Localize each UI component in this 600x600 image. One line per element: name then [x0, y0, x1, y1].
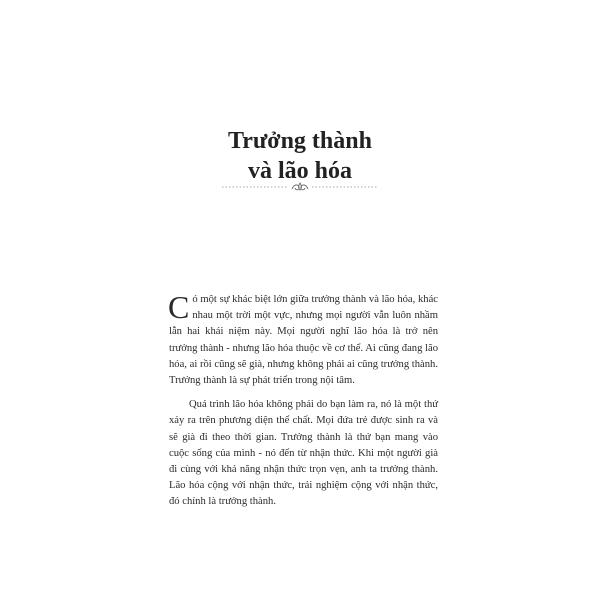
chapter-title-line-1: Trưởng thành — [228, 128, 372, 154]
chapter-title — [0, 126, 600, 186]
chapter-title-line-2: và lão hóa — [247, 158, 352, 184]
paragraph-2: Quá trình lão hóa không phải do bạn làm ra, nó là một thứ xảy ra trên phương diện thể chất. Mọi đứa trẻ được sinh ra và sẽ già đi theo thời gian. Trưởng thành là thứ bạn mang vào cuộc sống của mình - nó đến từ nhận thức. Khi một người già đi cùng với khả năng nhận thức trọn vẹn, anh ta trưởng thành. Lão hóa cộng với nhận thức, trải nghiệm cộng với nhận thức, đó chính là trưởng thành. — [169, 399, 438, 508]
body-text — [168, 289, 438, 511]
paragraph-1 — [168, 289, 438, 389]
paragraph-1-text: ó một sự khác biệt lớn giữa trưởng thành và lão hóa, khác nhau một trời một vực, nhưng mọi người vẫn luôn nhầm lẫn hai khái niệm này. Mọi người nghĩ lão hóa là trở nên trưởng thành - nhưng lão hóa thuộc về cơ thể. Ai cũng đang lão hóa, ai rồi cũng sẽ già, nhưng không phải ai cũng trưởng thành. Trưởng thành là sự phát triển trong nội tâm. — [169, 294, 438, 387]
drop-cap: C — [168, 289, 190, 325]
leaf-flourish-icon — [220, 180, 380, 194]
